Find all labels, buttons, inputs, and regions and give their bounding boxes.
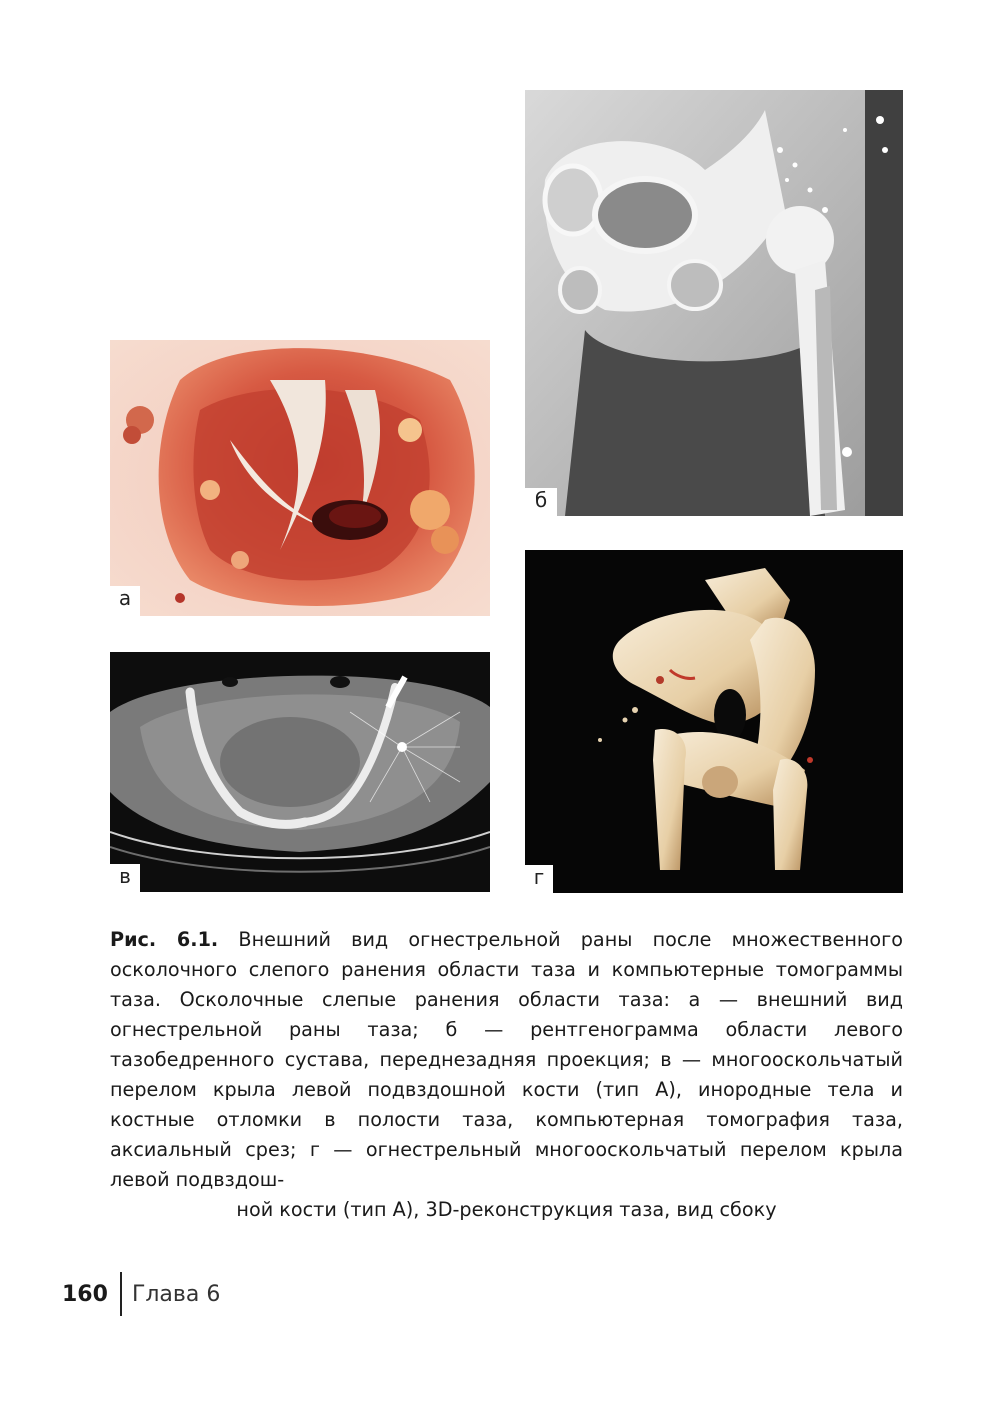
3d-reconstruction-image — [525, 550, 903, 893]
figure-panel-v-ct-slice — [110, 652, 490, 892]
figure-caption-last-line: ной кости (тип А), 3D-реконструкция таза, вид сбоку — [236, 1198, 777, 1221]
wound-photo-image — [110, 340, 490, 616]
panel-label-v: в — [110, 864, 140, 892]
page-number: 160 — [62, 1281, 108, 1307]
page-footer — [62, 1272, 220, 1316]
figure-caption-title: Рис. 6.1. — [110, 928, 219, 951]
figure-caption-body — [110, 925, 903, 1195]
footer-divider — [120, 1272, 122, 1316]
chapter-title: Глава 6 — [131, 1281, 221, 1307]
radiograph-image — [525, 90, 903, 516]
panel-label-b: б — [525, 488, 557, 516]
figure-caption-text: Внешний вид огнестрельной раны после множественного осколочного слепого ранения области таза и компьютерные томограммы таза. Осколочные слепые ранения области таза: а — внешний вид огнестрельной раны таза; б — рентгенограмма области левого тазобедренного сустава, переднезадняя проекция; в — многооскольчатый перелом крыла левой подвздошной кости (тип А), инородные тела и костные отломки в полости таза, компьютерная томография таза, аксиальный срез; г — огнестрельный многооскольчатый перелом крыла левой подвздош- — [110, 928, 903, 1191]
panel-label-a: а — [110, 586, 140, 616]
figure-caption — [110, 925, 903, 1225]
ct-slice-image — [110, 652, 490, 892]
panel-label-g: г — [525, 865, 553, 893]
figure-panel-b-radiograph — [525, 90, 903, 516]
figure-panel-g-3d-reconstruction — [525, 550, 903, 893]
figure-panel-a-wound-photo — [110, 340, 490, 616]
